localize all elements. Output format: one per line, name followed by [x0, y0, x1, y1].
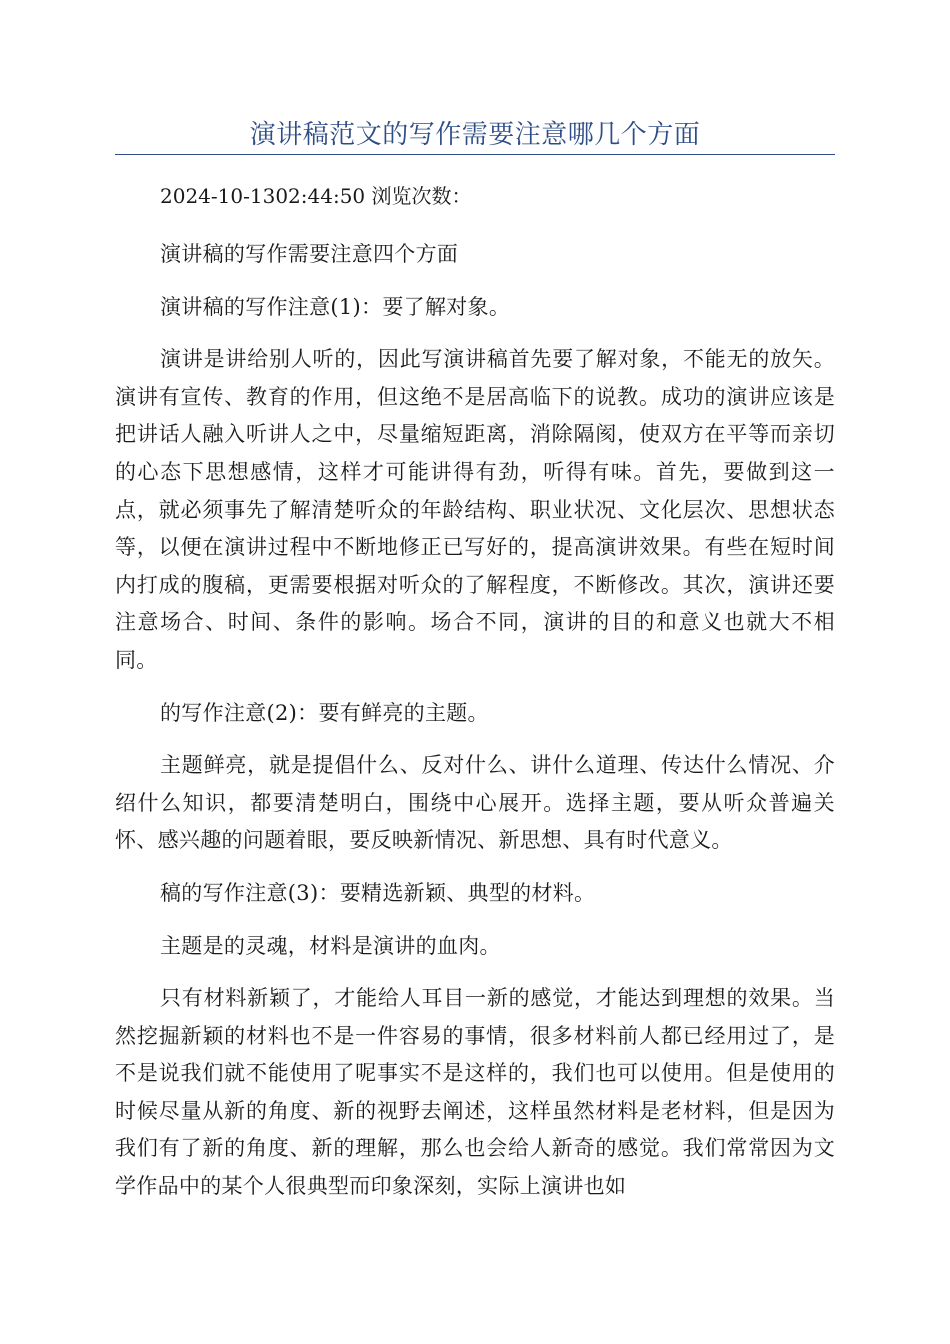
document-page	[115, 0, 835, 1206]
paragraph-body-3a: 主题是的灵魂，材料是演讲的血肉。	[160, 933, 501, 958]
paragraph-heading-1: 演讲稿的写作注意(1)：要了解对象。	[160, 294, 511, 319]
paragraph-heading-2: 的写作注意(2)：要有鲜亮的主题。	[160, 700, 489, 725]
page-title: 演讲稿范文的写作需要注意哪几个方面	[249, 120, 701, 150]
paragraph-heading-3: 稿的写作注意(3)：要精选新颖、典型的材料。	[160, 880, 596, 905]
paragraph-body-2: 主题鲜亮，就是提倡什么、反对什么、讲什么道理、传达什么情况、介绍什么知识，都要清楚明白，围绕中心展开。选择主题，要从听众普遍关怀、感兴趣的问题着眼，要反映新情况、新思想、具有时代意义。	[115, 753, 835, 853]
publish-meta: 2024-10-1302:44:50 浏览次数：	[160, 184, 472, 208]
title-underline	[115, 154, 835, 155]
paragraph-body-1: 演讲是讲给别人听的，因此写演讲稿首先要了解对象，不能无的放矢。演讲有宣传、教育的作用，但这绝不是居高临下的说教。成功的演讲应该是把讲话人融入听讲人之中，尽量缩短距离，消除隔阂，使双方在平等而亲切的心态下思想感情，这样才可能讲得有劲，听得有味。首先，要做到这一点，就必须事先了解清楚听众的年龄结构、职业状况、文化层次、思想状态等，以便在演讲过程中不断地修正已写好的，提高演讲效果。有些在短时间内打成的腹稿，更需要根据对听众的了解程度，不断修改。其次，演讲还要注意场合、时间、条件的影响。场合不同，演讲的目的和意义也就大不相同。	[115, 347, 835, 672]
paragraph-body-3b: 只有材料新颖了，才能给人耳目一新的感觉，才能达到理想的效果。当然挖掘新颖的材料也不是一件容易的事情，很多材料前人都已经用过了，是不是说我们就不能使用了呢事实不是这样的，我们也可以使用。但是使用的时候尽量从新的角度、新的视野去阐述，这样虽然材料是老材料，但是因为我们有了新的角度、新的理解，那么也会给人新奇的感觉。我们常常因为文学作品中的某个人很典型而印象深刻，实际上演讲也如	[115, 986, 835, 1199]
paragraph-intro: 演讲稿的写作需要注意四个方面	[160, 242, 459, 266]
